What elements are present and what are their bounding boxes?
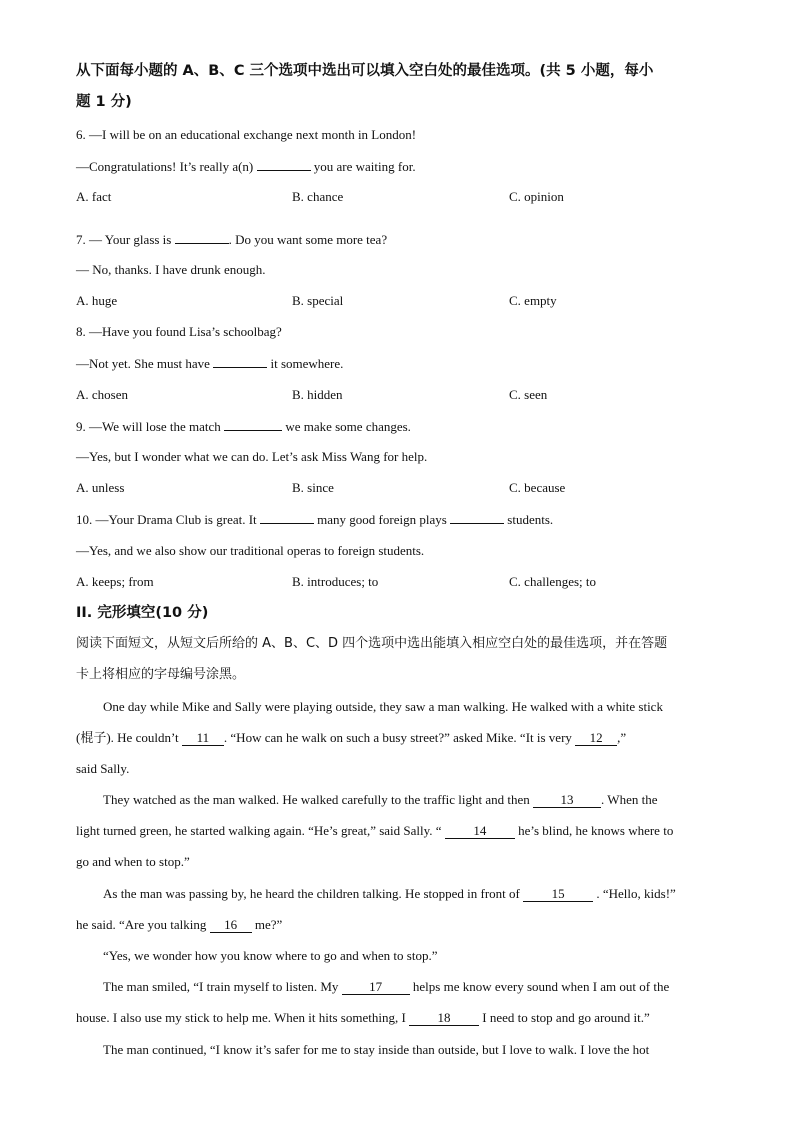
cloze-blank-11: 11 (182, 731, 224, 746)
q6-blank (257, 158, 311, 171)
q8-response: —Not yet. She must have it somewhere. (76, 356, 344, 371)
q10-prompt: 10. —Your Drama Club is great. It many good foreign plays students. (76, 512, 554, 527)
q10-option-c: C. challenges; to (509, 574, 597, 589)
passage-p5-line1: The man smiled, “I train myself to listen. My 17 helps me know every sound when I am out of the (103, 979, 670, 994)
q8-blank (213, 355, 267, 368)
cloze-blank-16: 16 (210, 918, 252, 933)
q8-option-c: C. seen (509, 387, 548, 402)
q6-option-c: C. opinion (509, 189, 564, 204)
q6-prompt: 6. —I will be on an educational exchange next month in London! (76, 127, 417, 142)
q7-response: — No, thanks. I have drunk enough. (76, 262, 266, 277)
q8-prompt: 8. —Have you found Lisa’s schoolbag? (76, 324, 282, 339)
passage-p1-line1: One day while Mike and Sally were playing outside, they saw a man walking. He walked with a white stick (103, 699, 663, 714)
q9-response: —Yes, but I wonder what we can do. Let’s ask Miss Wang for help. (76, 449, 428, 464)
cloze-blank-15: 15 (523, 887, 593, 902)
section2-instructions-line1: 阅读下面短文，从短文后所给的 A、B、C、D 四个选项中选出能填入相应空白处的最佳选项，并在答题 (76, 636, 668, 651)
q6-response: —Congratulations! It’s really a(n) you are waiting for. (76, 159, 416, 174)
q6-option-a: A. fact (76, 189, 112, 204)
q6-option-b: B. chance (292, 189, 344, 204)
passage-p3-line1: As the man was passing by, he heard the children talking. He stopped in front of 15 . “Hello, kids!” (103, 886, 676, 901)
q7-option-b: B. special (292, 293, 344, 308)
q9-option-c: C. because (509, 480, 566, 495)
q8-option-a: A. chosen (76, 387, 128, 402)
q9-blank (224, 418, 282, 431)
q10-option-a: A. keeps; from (76, 574, 154, 589)
section1-heading-line1: 从下面每小题的 A、B、C 三个选项中选出可以填入空白处的最佳选项。(共 5 小题，每小 (76, 63, 654, 79)
q9-option-a: A. unless (76, 480, 125, 495)
section1-heading-line2: 题 1 分) (76, 94, 132, 110)
q7-option-c: C. empty (509, 293, 557, 308)
q7-blank (175, 231, 229, 244)
cloze-blank-17: 17 (342, 980, 410, 995)
q7-option-a: A. huge (76, 293, 118, 308)
q10-response: —Yes, and we also show our traditional operas to foreign students. (76, 543, 425, 558)
q9-option-b: B. since (292, 480, 334, 495)
section2-instructions-line2: 卡上将相应的字母编号涂黑。 (76, 667, 246, 682)
q9-prompt: 9. —We will lose the match we make some changes. (76, 419, 411, 434)
cloze-blank-12: 12 (575, 731, 617, 746)
passage-p2-line2: light turned green, he started walking again. “He’s great,” said Sally. “ 14 he’s blind, he knows where to (76, 823, 674, 838)
q10-option-b: B. introduces; to (292, 574, 379, 589)
passage-p5-line2: house. I also use my stick to help me. When it hits something, I 18 I need to stop and go around it.” (76, 1010, 650, 1025)
cloze-blank-14: 14 (445, 824, 515, 839)
cloze-blank-13: 13 (533, 793, 601, 808)
q7-prompt: 7. — Your glass is . Do you want some more tea? (76, 232, 388, 247)
passage-p2-line1: They watched as the man walked. He walked carefully to the traffic light and then 13 . When the (103, 792, 658, 807)
passage-p1-line2: (棍子). He couldn’t 11 . “How can he walk on such a busy street?” asked Mike. “It is very 12 ,” (76, 730, 627, 745)
passage-p6-line1: The man continued, “I know it’s safer for me to stay inside than outside, but I love to walk. I love the hot (103, 1042, 650, 1057)
cloze-blank-18: 18 (409, 1011, 479, 1026)
q10-blank-1 (260, 511, 314, 524)
passage-p1-line3: said Sally. (76, 761, 130, 776)
q8-option-b: B. hidden (292, 387, 343, 402)
q10-blank-2 (450, 511, 504, 524)
passage-p2-line3: go and when to stop.” (76, 854, 190, 869)
passage-p4: “Yes, we wonder how you know where to go and when to stop.” (103, 948, 438, 963)
passage-p3-line2: he said. “Are you talking 16 me?” (76, 917, 283, 932)
section2-heading: II. 完形填空(10 分) (76, 605, 209, 621)
